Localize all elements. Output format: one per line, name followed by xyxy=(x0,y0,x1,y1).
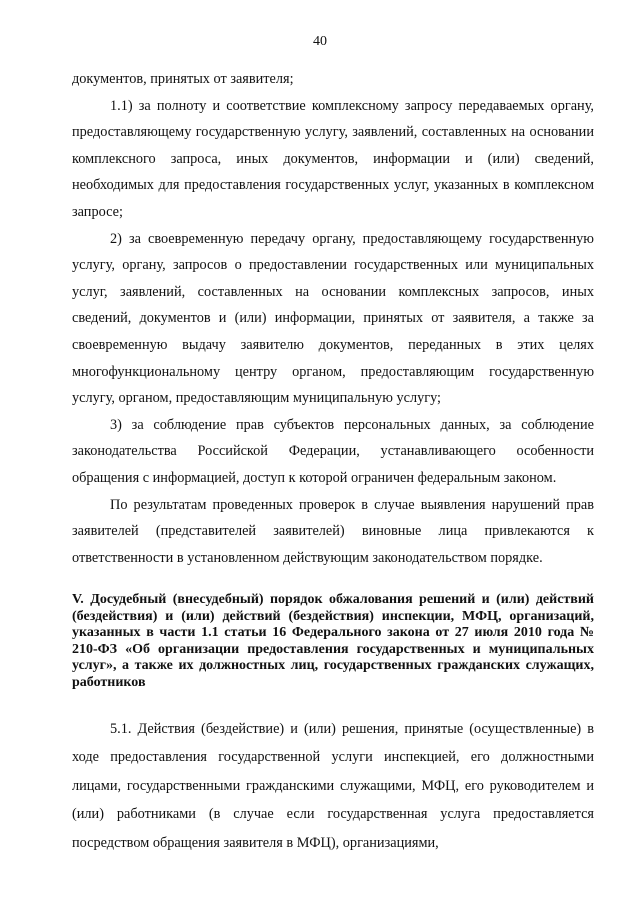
section-heading: V. Досудебный (внесудебный) порядок обжалования решений и (или) действий (бездействия) и (или) действий (бездействия) инспекции, МФЦ, организаций, указанных в части 1.1 статьи 16 Федерального закона от 27 июля 2010 года № 210-ФЗ «Об организации предоставления государственных и муниципальных услуг», а также их должностных лиц, государственных гражданских служащих, работников xyxy=(72,592,594,690)
paragraph-continuation: документов, принятых от заявителя; xyxy=(72,71,294,87)
section-body xyxy=(72,715,594,857)
paragraph-item-3: 3) за соблюдение прав субъектов персональных данных, за соблюдение законодательства Российской Федерации, устанавливающего особенности обращения с информацией, доступ к которой ограничен федеральным законом. xyxy=(72,416,594,486)
paragraph-5-1: 5.1. Действия (бездействие) и (или) решения, принятые (осуществленные) в ходе предоставления государственной услуги инспекцией, его должностными лицами, государственными гражданскими служащими, МФЦ, его руководителем и (или) работниками (в случае если государственная услуга предоставляется посредством обращения заявителя в МФЦ), организациями, xyxy=(72,721,594,851)
paragraph-item-1-1: 1.1) за полноту и соответствие комплексному запросу передаваемых органу, предоставляющему государственную услугу, заявлений, составленных на основании комплексного запроса, иных документов, информации и (или) сведений, необходимых для предоставления государственных услуг, указанных в комплексном запросе; xyxy=(72,97,594,220)
paragraph-item-2: 2) за своевременную передачу органу, предоставляющему государственную услугу, органу, запросов о предоставлении государственных или муниципальных услуг, заявлений, составленных на основании комплексных запросов, иных сведений, документов и (или) информации, принятых от заявителя, а также за своевременную выдачу заявителю документов, переданных в этих целях многофункциональному центру органом, предоставляющим государственную услугу, органом, предоставляющим муниципальную услугу; xyxy=(72,230,594,407)
page-number: 40 xyxy=(313,34,327,49)
paragraph-violations: По результатам проведенных проверок в случае выявления нарушений прав заявителей (представителей заявителей) виновные лица привлекаются к ответственности в установленном действующим законодательством порядке. xyxy=(72,496,594,566)
body-text xyxy=(72,66,594,571)
